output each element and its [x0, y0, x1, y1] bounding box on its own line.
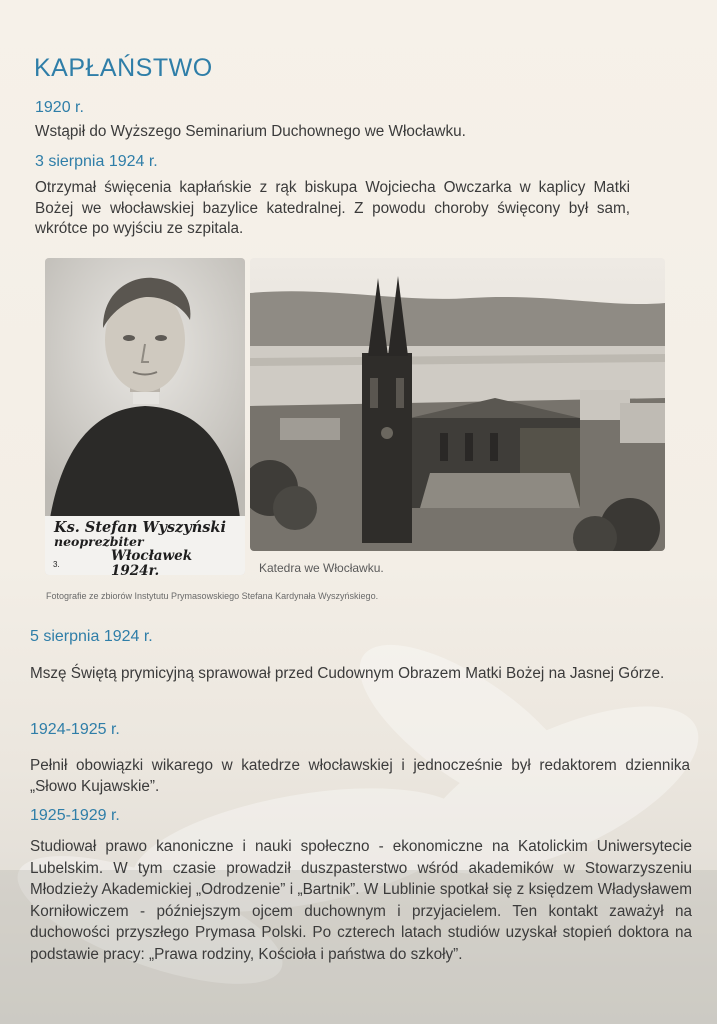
- entry-date: 1920 r.: [35, 99, 84, 116]
- entry-date: 1925-1929 r.: [30, 807, 120, 824]
- inscription-line: Ks. Stefan Wyszyński: [54, 519, 226, 536]
- inscription-line: Włocławek 1924r.: [111, 548, 193, 575]
- entry-date: 1924-1925 r.: [30, 721, 120, 738]
- portrait-number: 3.: [53, 560, 60, 569]
- section-title: KAPŁAŃSTWO: [34, 54, 213, 82]
- entry-text: Otrzymał święcenia kapłańskie z rąk biskupa Wojciecha Owczarka w kaplicy Matki Bożej we włocławskiej bazylice katedralnej. Z powodu choroby święcony był sam, wkrótce po wyjściu ze szpitala.: [35, 179, 630, 238]
- cathedral-image: [250, 258, 665, 551]
- cathedral-photo: [250, 258, 665, 551]
- cathedral-caption: Katedra we Włocławku.: [259, 561, 384, 575]
- entry-date: 5 sierpnia 1924 r.: [30, 628, 153, 645]
- portrait-inscription: [51, 520, 243, 575]
- portrait-photo: [45, 258, 245, 575]
- entry-text: Wstąpił do Wyższego Seminarium Duchownego we Włocławku.: [35, 123, 466, 140]
- entry-date: 3 sierpnia 1924 r.: [35, 153, 158, 170]
- photo-credit: Fotografie ze zbiorów Instytutu Prymasowskiego Stefana Kardynała Wyszyńskiego.: [46, 591, 379, 601]
- entry-text: Pełnił obowiązki wikarego w katedrze włocławskiej i jednocześnie był redaktorem dziennika „Słowo Kujawskie”.: [30, 757, 690, 795]
- entry-text: Mszę Świętą prymicyjną sprawował przed Cudownym Obrazem Matki Bożej na Jasnej Górze.: [30, 665, 665, 682]
- entry-text: Studiował prawo kanoniczne i nauki społeczno - ekonomiczne na Katolickim Uniwersytecie Lubelskim. W tym czasie prowadził duszpasterstwo wśród akademików w Stowarzyszeniu Młodzieży Akademickiej „Odrodzenie” i „Bartnik”. W Lublinie spotkał się z księdzem Władysławem Korniłowiczem - późniejszym ojcem duchownym i przyjacielem. Ten kontakt zaważył na duchowości przyszłego Prymasa Polski. Po czterech latach studiów uzyskał stopień doktora na podstawie pracy: „Prawa rodziny, Kościoła i państwa do szkoły”.: [30, 838, 692, 963]
- inscription-line: neoprezbiter: [54, 534, 144, 549]
